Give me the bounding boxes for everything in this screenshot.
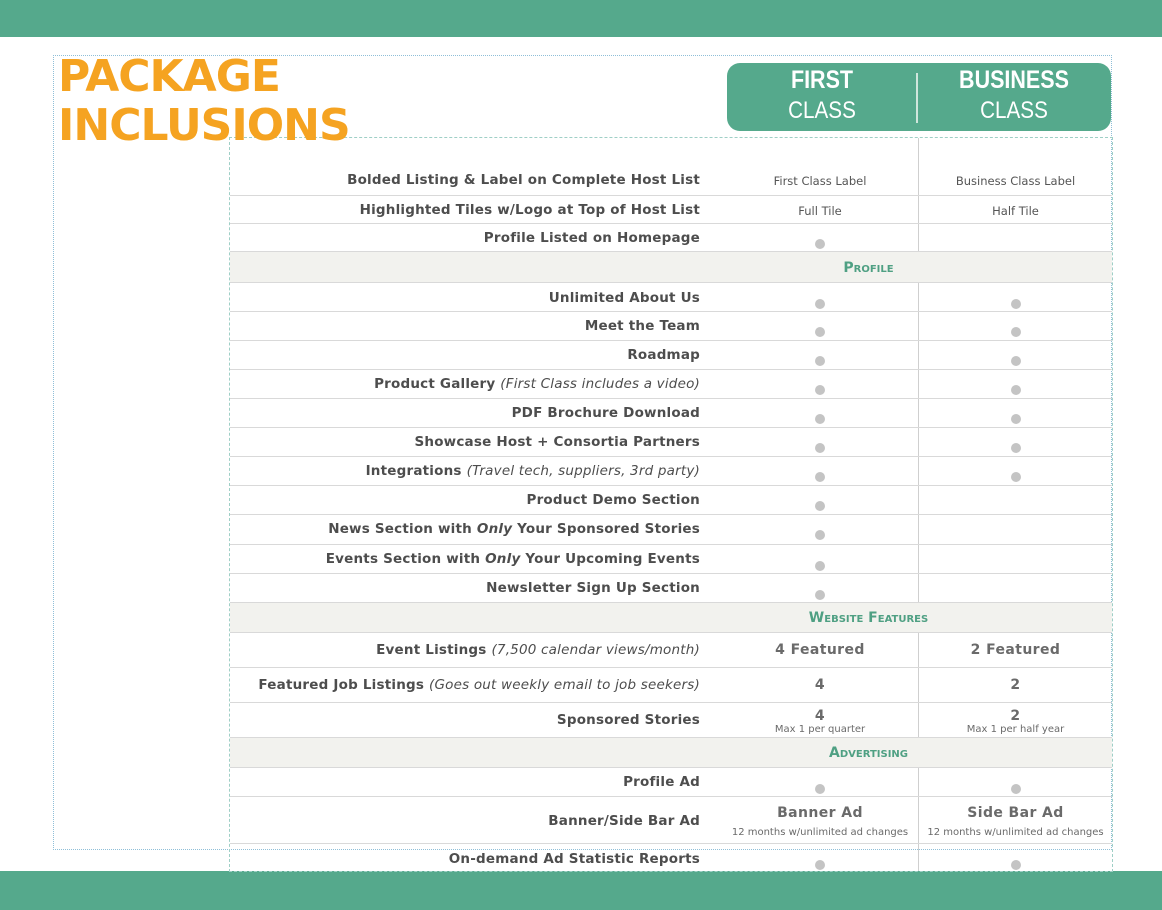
first-class-value xyxy=(722,224,918,251)
row-label: PDF Brochure Download xyxy=(511,405,700,421)
row-label: Events Section with Only Your Upcoming Events xyxy=(325,551,700,567)
included-dot-icon xyxy=(815,385,825,395)
title-line-1: PACKAGE xyxy=(58,51,280,102)
table-row xyxy=(230,768,1112,797)
section-header-advertising: Advertising xyxy=(230,738,1112,768)
included-dot-icon xyxy=(815,501,825,511)
page-title xyxy=(58,52,350,150)
included-dot-icon xyxy=(815,530,825,540)
table-row xyxy=(230,138,1112,196)
included-dot-icon xyxy=(1011,784,1021,794)
first-class-value: Full Tile xyxy=(798,204,842,218)
first-class-header-line1: FIRST xyxy=(790,66,854,94)
business-class-value: Business Class Label xyxy=(955,174,1076,188)
top-banner xyxy=(0,0,1162,37)
row-label: Roadmap xyxy=(627,347,700,363)
included-dot-icon xyxy=(815,472,825,482)
row-label: Banner/Side Bar Ad xyxy=(548,813,700,829)
table-row xyxy=(230,428,1112,457)
first-class-value: 4 xyxy=(814,677,826,693)
business-class-value: Half Tile xyxy=(992,204,1039,218)
row-note: (7,500 calendar views/month) xyxy=(491,642,700,658)
table-row xyxy=(230,844,1112,872)
section-title-rest: rofile xyxy=(853,260,894,276)
included-dot-icon xyxy=(815,590,825,600)
title-line-2: INCLUSIONS xyxy=(58,100,350,151)
table-row xyxy=(230,341,1112,370)
first-class-note: Max 1 per quarter xyxy=(774,724,866,735)
included-dot-icon xyxy=(815,860,825,870)
table-row xyxy=(230,633,1112,668)
row-label: Highlighted Tiles w/Logo at Top of Host List xyxy=(359,202,700,218)
included-dot-icon xyxy=(815,299,825,309)
included-dot-icon xyxy=(1011,414,1021,424)
included-dot-icon xyxy=(815,327,825,337)
included-dot-icon xyxy=(815,356,825,366)
business-class-header-line2: CLASS xyxy=(980,97,1048,124)
row-label: News Section with Only Your Sponsored Stories xyxy=(328,521,700,537)
row-note: (Travel tech, suppliers, 3rd party) xyxy=(466,463,700,479)
tier-header xyxy=(727,63,1111,131)
table-row xyxy=(230,486,1112,515)
included-dot-icon xyxy=(1011,299,1021,309)
emphasis-text: Only xyxy=(476,521,513,537)
business-class-value: 2 Featured xyxy=(970,642,1061,658)
table-row xyxy=(230,399,1112,428)
first-class-value: First Class Label xyxy=(773,174,867,188)
table-row xyxy=(230,703,1112,738)
included-dot-icon xyxy=(1011,356,1021,366)
business-class-value: Side Bar Ad xyxy=(967,805,1064,821)
table-row xyxy=(230,574,1112,603)
bottom-banner xyxy=(0,871,1162,910)
table-row xyxy=(230,283,1112,312)
first-class-note: 12 months w/unlimited ad changes xyxy=(731,827,909,838)
row-label: Integrations (Travel tech, suppliers, 3rd party) xyxy=(365,463,700,479)
section-header-profile xyxy=(230,252,1112,283)
table-row xyxy=(230,312,1112,341)
section-header-website-features: Website Features xyxy=(230,603,1112,633)
included-dot-icon xyxy=(815,784,825,794)
section-title-initial: P xyxy=(843,260,854,276)
business-class-header-line1: BUSINESS xyxy=(959,66,1069,94)
business-class-value: 2 xyxy=(1010,708,1021,724)
included-dot-icon xyxy=(1011,472,1021,482)
inclusions-table xyxy=(229,137,1113,872)
included-dot-icon xyxy=(1011,443,1021,453)
first-class-value: Banner Ad xyxy=(777,805,863,821)
table-row xyxy=(230,370,1112,399)
included-dot-icon xyxy=(815,239,825,249)
business-class-header xyxy=(917,63,1111,131)
row-label: Unlimited About Us xyxy=(548,290,700,306)
first-class-header xyxy=(727,63,917,131)
business-class-note: 12 months w/unlimited ad changes xyxy=(927,827,1104,838)
included-dot-icon xyxy=(1011,860,1021,870)
row-label: Meet the Team xyxy=(584,318,700,334)
emphasis-text: Only xyxy=(485,551,521,567)
table-row xyxy=(230,224,1112,252)
row-label: Profile Ad xyxy=(623,774,700,790)
first-class-value: 4 xyxy=(814,708,826,724)
row-note: (First Class includes a video) xyxy=(500,376,700,392)
included-dot-icon xyxy=(815,414,825,424)
first-class-header-line2: CLASS xyxy=(788,97,856,124)
table-row xyxy=(230,457,1112,486)
business-class-value: 2 xyxy=(1010,677,1021,693)
row-label: Product Demo Section xyxy=(526,492,700,508)
row-label: Event Listings (7,500 calendar views/month) xyxy=(376,642,700,658)
table-row xyxy=(230,515,1112,545)
row-note: (Goes out weekly email to job seekers) xyxy=(429,677,700,693)
row-label: Product Gallery (First Class includes a video) xyxy=(374,376,700,392)
row-label: Sponsored Stories xyxy=(556,712,700,728)
row-label: Newsletter Sign Up Section xyxy=(486,580,700,596)
row-label: On-demand Ad Statistic Reports xyxy=(448,851,700,867)
table-row xyxy=(230,797,1112,844)
table-row xyxy=(230,196,1112,224)
business-class-note: Max 1 per half year xyxy=(966,724,1065,735)
table-row xyxy=(230,668,1112,703)
row-label: Showcase Host + Consortia Partners xyxy=(414,434,700,450)
row-label: Featured Job Listings (Goes out weekly email to job seekers) xyxy=(258,677,700,693)
included-dot-icon xyxy=(1011,385,1021,395)
included-dot-icon xyxy=(815,443,825,453)
table-row xyxy=(230,545,1112,574)
row-label: Profile Listed on Homepage xyxy=(483,230,700,246)
row-label: Bolded Listing & Label on Complete Host List xyxy=(347,172,700,188)
first-class-value: 4 Featured xyxy=(775,642,865,658)
included-dot-icon xyxy=(815,561,825,571)
included-dot-icon xyxy=(1011,327,1021,337)
